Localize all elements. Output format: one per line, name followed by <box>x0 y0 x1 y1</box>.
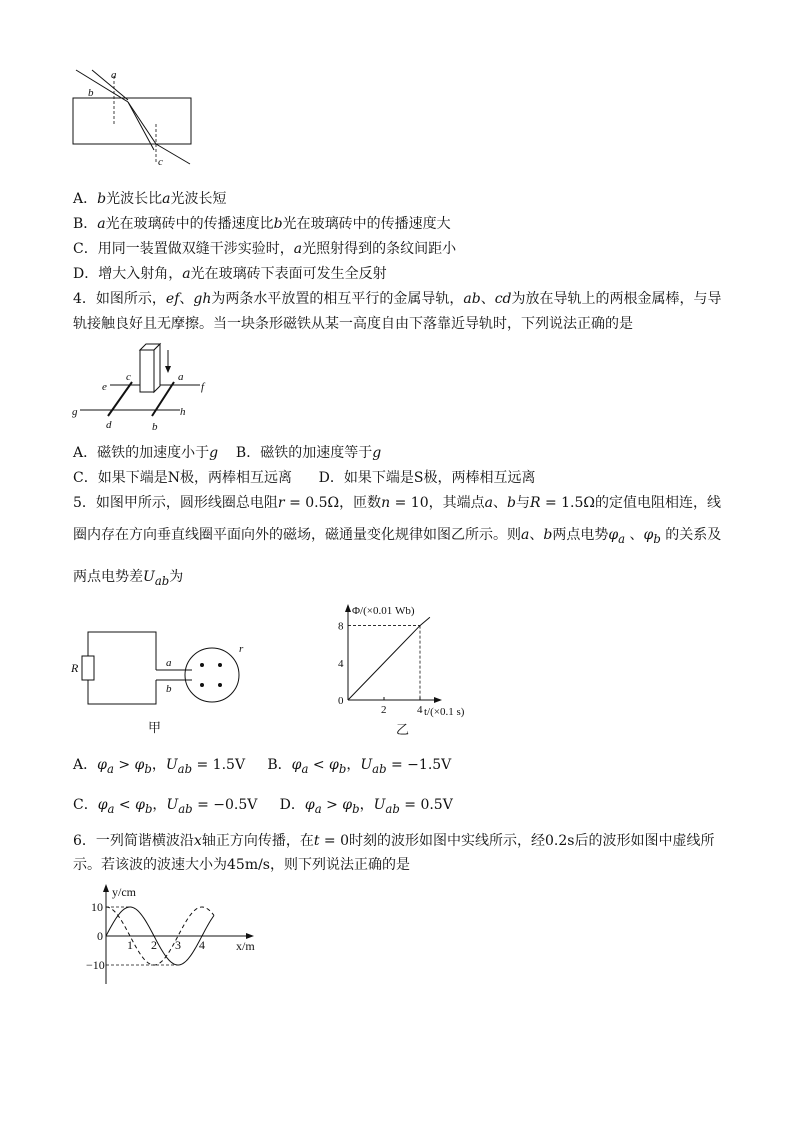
wave-y-tick-label: 0 <box>97 929 103 943</box>
wave-x-label: x/m <box>236 939 255 953</box>
svg-text:b: b <box>166 683 172 695</box>
q5-options-ab: A．$\varphi_a > \varphi_b$，$U_{ab} = 1.5V$ B．$\varphi_a < \varphi_b$，$U_{ab} = -1.5V$ <box>73 757 452 776</box>
label-a: a <box>111 69 117 81</box>
q5-stem-line3: 两点电势差$U_{ab}$为 <box>73 569 184 588</box>
q3-option-a: A．b光波长比a光波长短 <box>73 191 227 207</box>
wave-x-tick-label: 3 <box>175 938 181 952</box>
svg-text:r: r <box>239 643 244 655</box>
q4-stem-line2: 轨接触良好且无摩擦。当一块条形磁铁从某一高度自由下落靠近导轨时，下列说法正确的是 <box>73 316 633 332</box>
ray-incident-top <box>92 70 128 100</box>
wave-y-label: y/cm <box>112 885 136 899</box>
resistor-R <box>82 656 94 680</box>
y-tick-label: 8 <box>338 620 344 633</box>
circuit-wire-bottom <box>88 680 156 704</box>
ray-b-incident <box>76 70 128 102</box>
svg-text:a: a <box>166 657 172 669</box>
wave-y-tick-label: −10 <box>86 958 105 972</box>
wave-chart <box>86 882 266 988</box>
x-tick-label: 4 <box>417 704 423 716</box>
wave-x-tick-label: 2 <box>151 938 157 952</box>
glass-block <box>73 98 191 144</box>
q5-options-cd: C．$\varphi_a < \varphi_b$，$U_{ab} = -0.5V$ D．$\varphi_a > \varphi_b$，$U_{ab} = 0.5V$ <box>73 797 453 816</box>
svg-text:h: h <box>180 406 186 418</box>
x-axis-label: t/(×0.1 s) <box>424 706 465 718</box>
circuit-jia-figure <box>68 628 253 738</box>
y-tick-label: 0 <box>338 695 344 707</box>
q5-stem-line2: 圈内存在方向垂直线圈平面向外的磁场，磁通量变化规律如图乙所示。则a、b两点电势$\varphi_a$ 、$\varphi_b$ 的关系及 <box>73 527 722 546</box>
q6-stem-line2: 示。若该波的波速大小为45m/s，则下列说法正确的是 <box>73 857 410 873</box>
svg-text:c: c <box>126 371 131 383</box>
rod-cd <box>108 382 132 416</box>
wave-x-tick-label: 1 <box>127 938 133 952</box>
q6-stem-line1: 6．一列简谐横波沿x轴正方向传播，在t = 0时刻的波形如图中实线所示，经0.2s后的波形如图中虚线所 <box>73 833 715 849</box>
ray-b-refracted <box>128 102 156 144</box>
q3-option-d: D．增大入射角，a光在玻璃砖下表面可发生全反射 <box>73 266 387 282</box>
flux-line <box>348 617 430 700</box>
svg-text:g: g <box>72 406 78 418</box>
svg-text:f: f <box>201 381 205 393</box>
q3-option-c: C．用同一装置做双缝干涉实验时，a光照射得到的条纹间距小 <box>73 241 457 257</box>
circuit-wire-top <box>88 632 156 670</box>
flux-chart-yi <box>330 600 480 740</box>
coil <box>185 648 239 702</box>
fall-arrow-head <box>165 366 171 373</box>
y-tick-label: 4 <box>338 657 344 670</box>
svg-text:R: R <box>71 661 79 675</box>
q4-options-ab: A．磁铁的加速度小于g B．磁铁的加速度等于g <box>73 445 382 461</box>
x-tick-label: 2 <box>381 704 387 716</box>
svg-text:d: d <box>106 419 112 431</box>
y-axis-label: Φ/(×0.01 Wb) <box>352 605 415 617</box>
ray-a-refracted <box>128 102 154 150</box>
q4-options-cd: C．如果下端是N极，两棒相互远离 D．如果下端是S极，两棒相互远离 <box>73 470 536 486</box>
caption-yi: 乙 <box>396 722 410 737</box>
svg-text:甲: 甲 <box>148 720 162 735</box>
glass-block-figure <box>70 66 200 168</box>
bar-magnet <box>140 350 154 392</box>
svg-text:b: b <box>152 421 158 432</box>
rails-magnet-figure <box>70 340 215 432</box>
q4-stem-line1: 4．如图所示，ef、gh为两条水平放置的相互平行的金属导轨，ab、cd为放在导轨上的两根金属棒，与导 <box>73 291 722 307</box>
svg-text:a: a <box>178 371 184 383</box>
label-c: c <box>158 156 163 168</box>
svg-text:e: e <box>102 381 107 393</box>
wave-x-tick-label: 4 <box>199 938 205 952</box>
q5-stem-line1: 5．如图甲所示，圆形线圈总电阻r = 0.5Ω，匝数n = 10，其端点a、b与R = 1.5Ω的定值电阻相连，线 <box>73 495 722 511</box>
label-b: b <box>88 87 94 99</box>
wave-y-tick-label: 10 <box>91 900 103 914</box>
q3-option-b: B．a光在玻璃砖中的传播速度比b光在玻璃砖中的传播速度大 <box>73 216 451 232</box>
